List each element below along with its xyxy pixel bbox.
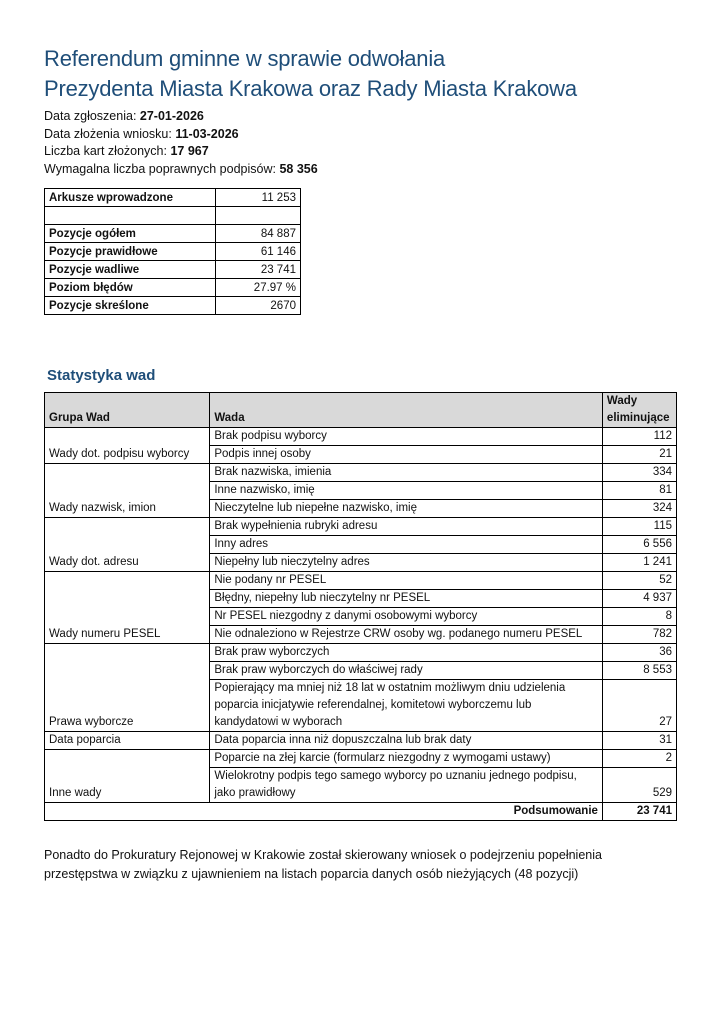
defect-name: Wielokrotny podpis tego samego wyborcy po uznaniu jednego podpisu, jako prawidłowy (210, 768, 603, 803)
summary-label: Pozycje wadliwe (45, 261, 216, 279)
defect-count: 27 (602, 680, 676, 732)
summary-value: 27.97 % (216, 279, 301, 297)
stats-row (45, 464, 677, 482)
defect-name: Nie odnaleziono w Rejestrze CRW osoby wg. podanego numeru PESEL (210, 626, 603, 644)
summary-label (45, 207, 216, 225)
defect-name: Podpis innej osoby (210, 446, 603, 464)
defect-group-name: Wady dot. podpisu wyborcy (45, 428, 210, 464)
defect-count: 52 (602, 572, 676, 590)
stats-row (45, 572, 677, 590)
defect-count: 8 553 (602, 662, 676, 680)
defect-count: 81 (602, 482, 676, 500)
meta-required-signatures: Wymagalna liczba poprawnych podpisów: 58 356 (44, 161, 318, 176)
defect-name: Nie podany nr PESEL (210, 572, 603, 590)
summary-row (45, 243, 301, 261)
defect-name: Inne nazwisko, imię (210, 482, 603, 500)
summary-value: 23 741 (216, 261, 301, 279)
stats-row (45, 644, 677, 662)
defect-group-name: Data poparcia (45, 732, 210, 750)
stats-row (45, 732, 677, 750)
stats-row (45, 428, 677, 446)
title-line-1: Referendum gminne w sprawie odwołania (44, 46, 446, 71)
defect-name: Brak nazwiska, imienia (210, 464, 603, 482)
defect-name: Brak wypełnienia rubryki adresu (210, 518, 603, 536)
meta-submission-date: Data zgłoszenia: 27-01-2026 (44, 109, 204, 123)
defect-name: Data poparcia inna niż dopuszczalna lub brak daty (210, 732, 603, 750)
summary-label: Poziom błędów (45, 279, 216, 297)
summary-row (45, 207, 301, 225)
defect-count: 334 (602, 464, 676, 482)
defect-count: 324 (602, 500, 676, 518)
summary-value: 84 887 (216, 225, 301, 243)
summary-label: Pozycje prawidłowe (45, 243, 216, 261)
defect-name: Popierający ma mniej niż 18 lat w ostatnim możliwym dniu udzielenia poparcia inicjatywie referendalnej, komitetowi wyborczemu lub kandydatowi w wyborach (210, 680, 603, 732)
header-defect: Wada (210, 393, 603, 428)
defect-name: Brak praw wyborczych do właściwej rady (210, 662, 603, 680)
defect-count: 21 (602, 446, 676, 464)
defect-count: 8 (602, 608, 676, 626)
stats-section-title: Statystyka wad (47, 367, 156, 384)
stats-header-row (45, 393, 677, 428)
defect-name: Nieczytelne lub niepełne nazwisko, imię (210, 500, 603, 518)
defect-stats-table (44, 392, 677, 821)
footer-note: Ponadto do Prokuratury Rejonowej w Krakowie został skierowany wniosek o podejrzeniu popełnienia przestępstwa w związku z ujawnieniem na listach poparcia danych osób nieżyjących (48 pozycji) (44, 848, 602, 881)
page-title (44, 44, 680, 104)
meta-cards-count: Liczba kart złożonych: 17 967 (44, 144, 209, 158)
summary-label: Pozycje ogółem (45, 225, 216, 243)
summary-row (45, 189, 301, 207)
title-line-2: Prezydenta Miasta Krakowa oraz Rady Miasta Krakowa (44, 76, 577, 101)
defect-name: Brak praw wyborczych (210, 644, 603, 662)
defect-group-name: Wady numeru PESEL (45, 572, 210, 644)
stats-row (45, 518, 677, 536)
total-label: Podsumowanie (45, 803, 603, 821)
defect-group-name: Inne wady (45, 750, 210, 803)
defect-count: 4 937 (602, 590, 676, 608)
meta-filing-date: Data złożenia wniosku: 11-03-2026 (44, 126, 239, 141)
summary-row (45, 297, 301, 315)
defect-count: 112 (602, 428, 676, 446)
defect-count: 6 556 (602, 536, 676, 554)
defect-count: 36 (602, 644, 676, 662)
summary-label: Arkusze wprowadzone (45, 189, 216, 207)
summary-row (45, 279, 301, 297)
defect-group-name: Prawa wyborcze (45, 644, 210, 732)
defect-count: 529 (602, 768, 676, 803)
defect-name: Brak podpisu wyborcy (210, 428, 603, 446)
total-value: 23 741 (602, 803, 676, 821)
summary-value: 2670 (216, 297, 301, 315)
header-group: Grupa Wad (45, 393, 210, 428)
defect-name: Błędny, niepełny lub nieczytelny nr PESEL (210, 590, 603, 608)
defect-count: 115 (602, 518, 676, 536)
defect-name: Nr PESEL niezgodny z danymi osobowymi wyborcy (210, 608, 603, 626)
defect-group-name: Wady dot. adresu (45, 518, 210, 572)
stats-row (45, 750, 677, 768)
summary-table (44, 188, 301, 315)
header-count: Wady eliminujące (602, 393, 676, 428)
defect-count: 2 (602, 750, 676, 768)
summary-value: 11 253 (216, 189, 301, 207)
defect-name: Niepełny lub nieczytelny adres (210, 554, 603, 572)
defect-count: 1 241 (602, 554, 676, 572)
defect-count: 31 (602, 732, 676, 750)
defect-group-name: Wady nazwisk, imion (45, 464, 210, 518)
meta-block (44, 108, 680, 178)
summary-value: 61 146 (216, 243, 301, 261)
defect-count: 782 (602, 626, 676, 644)
document-page (44, 44, 680, 881)
defect-name: Poparcie na złej karcie (formularz niezgodny z wymogami ustawy) (210, 750, 603, 768)
stats-total-row (45, 803, 677, 821)
summary-row (45, 261, 301, 279)
summary-row (45, 225, 301, 243)
summary-label: Pozycje skreślone (45, 297, 216, 315)
defect-name: Inny adres (210, 536, 603, 554)
summary-value (216, 207, 301, 225)
